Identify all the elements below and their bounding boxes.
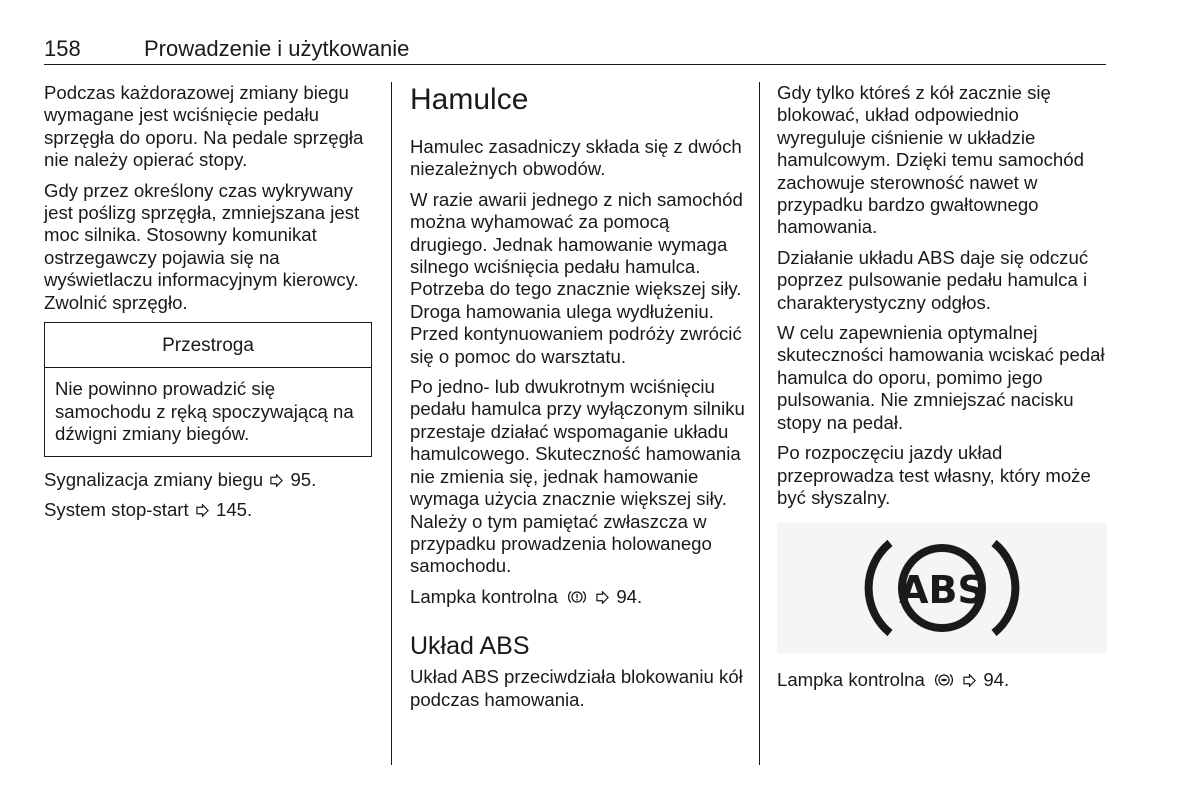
page-header bbox=[44, 34, 1106, 65]
abs-lamp-icon bbox=[934, 672, 954, 688]
column-divider bbox=[759, 82, 760, 765]
column-divider bbox=[391, 82, 392, 765]
heading-hamulce: Hamulce bbox=[410, 83, 529, 116]
heading-uklad-abs: Układ ABS bbox=[410, 632, 530, 661]
page-reference-arrow-icon bbox=[196, 504, 209, 517]
page-reference-arrow-icon bbox=[963, 674, 976, 687]
column-middle bbox=[410, 82, 748, 719]
reference-text: Lampka kontrolna bbox=[410, 585, 558, 607]
warning-text: Nie powinno prowadzić się samochodu z ręką spoczywającą na dźwigni zmiany biegów. bbox=[55, 378, 354, 445]
page-reference-arrow-icon bbox=[270, 474, 283, 487]
paragraph: W razie awarii jednego z nich samochód można wyhamować za pomocą drugiego. Jednak hamowanie wymaga silnego wciśnięcia pedału hamulca. Potrzeba do tego znacznie większej siły. Droga hamowania ulega wydłużeniu. Przed kontynuowaniem podróży zwrócić się o pomoc do warsztatu. bbox=[410, 188, 743, 367]
paragraph: W celu zapewnienia optymalnej skuteczności hamowania wciskać pedał hamulca do oporu, pomimo jego pulsowania. Nie zmniejszać nacisku stopy na pedał. bbox=[777, 322, 1105, 433]
paragraph: Działanie układu ABS daje się odczuć poprzez pulsowanie pedału hamulca i charakterystyczny odgłos. bbox=[777, 246, 1089, 313]
warning-title: Przestroga bbox=[45, 323, 371, 368]
abs-symbol-label: ABS bbox=[899, 568, 985, 613]
reference-text: Lampka kontrolna bbox=[777, 669, 925, 691]
cross-reference[interactable] bbox=[44, 469, 376, 491]
brake-warning-lamp-icon bbox=[567, 589, 587, 605]
reference-page: 94. bbox=[983, 669, 1010, 691]
reference-page: 145. bbox=[216, 499, 253, 521]
paragraph: Gdy tylko któreś z kół zacznie się blokować, układ odpowiednio wyreguluje ciśnienie w układzie hamulcowym. Dzięki temu samochód zachowuje sterowność nawet w przypadku bardzo gwałtownego hamowania. bbox=[777, 82, 1084, 238]
paragraph: Podczas każdorazowej zmiany biegu wymagane jest wciśnięcie pedału sprzęgła do oporu. Na pedale sprzęgła nie należy opierać stopy. bbox=[44, 82, 364, 171]
paragraph: Po rozpoczęciu jazdy układ przeprowadza test własny, który może być słyszalny. bbox=[777, 442, 1091, 508]
section-title: Prowadzenie i użytkowanie bbox=[144, 36, 410, 61]
column-right bbox=[777, 82, 1109, 700]
abs-symbol-icon bbox=[859, 528, 1025, 648]
cross-reference[interactable] bbox=[410, 586, 748, 608]
warning-box bbox=[44, 322, 372, 457]
paragraph: Po jedno- lub dwukrotnym wciśnięciu pedału hamulca przy wyłączonym silniku przestaje działać wspomaganie układu hamulcowego. Skuteczność hamowania nie zmienia się, jednak hamowanie wymaga użycia znacznie większej siły. Należy o tym pamiętać zwłaszcza w przypadku prowadzenia holowanego samochodu. bbox=[410, 376, 745, 577]
abs-symbol-figure bbox=[777, 523, 1107, 653]
cross-reference[interactable] bbox=[777, 669, 1109, 691]
page-reference-arrow-icon bbox=[596, 591, 609, 604]
column-left bbox=[44, 82, 376, 530]
cross-reference[interactable] bbox=[44, 499, 376, 521]
paragraph: Hamulec zasadniczy składa się z dwóch niezależnych obwodów. bbox=[410, 136, 742, 180]
page-number: 158 bbox=[44, 36, 81, 61]
paragraph: Układ ABS przeciwdziała blokowaniu kół podczas hamowania. bbox=[410, 666, 743, 710]
reference-page: 94. bbox=[616, 585, 643, 607]
reference-text: System stop-start bbox=[44, 499, 189, 521]
reference-page: 95. bbox=[290, 468, 317, 490]
reference-text: Sygnalizacja zmiany biegu bbox=[44, 468, 264, 490]
paragraph: Gdy przez określony czas wykrywany jest poślizg sprzęgła, zmniejszana jest moc silnika. Stosowny komunikat ostrzegawczy pojawia się na wyświetlaczu informacyjnym kierowcy. Zwolnić sprzęgło. bbox=[44, 179, 360, 313]
